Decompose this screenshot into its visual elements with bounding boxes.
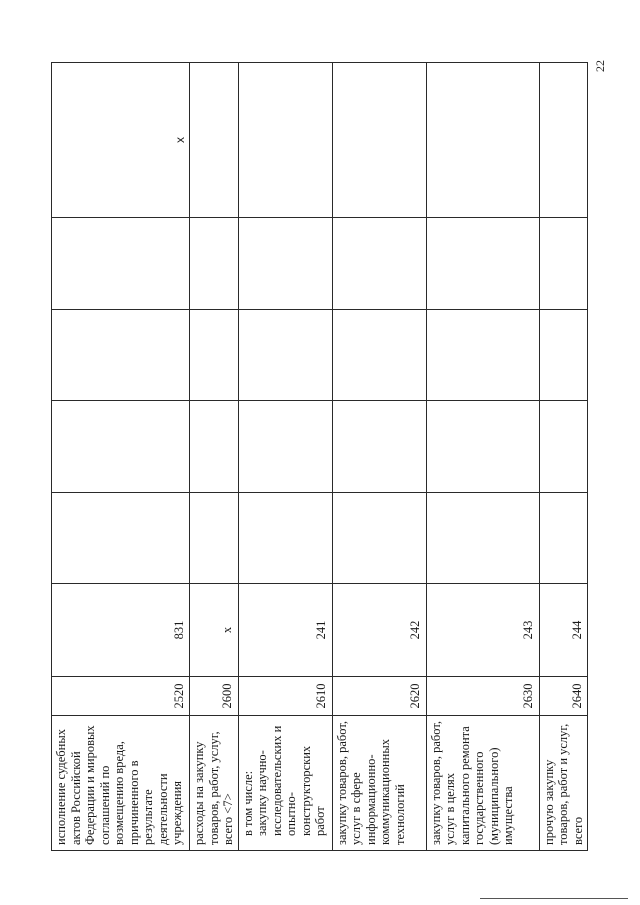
- row-name-cell: закупку товаров, работ, услуг в целях капитального ремонта государственного (муниципального) имущества: [426, 716, 539, 851]
- value-cell: [426, 401, 539, 493]
- row-last-cell: x: [52, 63, 190, 218]
- page-number: 22: [593, 60, 607, 72]
- value-cell: [332, 493, 426, 584]
- value-cell: [426, 218, 539, 310]
- financial-plan-table: [51, 62, 588, 851]
- value-cell: [539, 218, 588, 310]
- value-cell: [539, 493, 588, 584]
- value-cell: [539, 310, 588, 401]
- rotated-table-container: [51, 63, 585, 851]
- row-kbk-cell: 244: [539, 584, 588, 677]
- footnote-separator: [480, 898, 628, 899]
- value-cell: [539, 401, 588, 493]
- value-cell: [190, 218, 239, 310]
- row-last-cell: [238, 63, 332, 218]
- row-last-cell: [190, 63, 239, 218]
- row-kbk-cell: x: [190, 584, 239, 677]
- value-cell: [332, 218, 426, 310]
- row-kbk-cell: 242: [332, 584, 426, 677]
- value-cell: [426, 310, 539, 401]
- value-cell: [332, 401, 426, 493]
- row-last-cell: [426, 63, 539, 218]
- row-name-caption: в том числе:: [240, 770, 255, 836]
- value-cell: [238, 401, 332, 493]
- value-cell: [426, 493, 539, 584]
- value-cell: [238, 310, 332, 401]
- row-code-cell: 2630: [426, 677, 539, 716]
- value-cell: [190, 310, 239, 401]
- table-row: [332, 63, 426, 851]
- table-row: [238, 63, 332, 851]
- row-name-text: закупку научно-исследовательских и опытно-конструкторских работ: [255, 725, 327, 836]
- row-name-cell: расходы на закупку товаров, работ, услуг, всего <7>: [190, 716, 239, 851]
- table-row: [52, 63, 190, 851]
- value-cell: [52, 493, 190, 584]
- row-code-cell: 2610: [238, 677, 332, 716]
- row-kbk-cell: 243: [426, 584, 539, 677]
- value-cell: [52, 218, 190, 310]
- table-row: [539, 63, 588, 851]
- value-cell: [238, 218, 332, 310]
- row-name-cell: прочую закупку товаров, работ и услуг, всего: [539, 716, 588, 851]
- row-last-cell: [332, 63, 426, 218]
- row-code-cell: 2620: [332, 677, 426, 716]
- row-name-cell: закупку товаров, работ, услуг в сфере информационно-коммуникационных технологий: [332, 716, 426, 851]
- value-cell: [190, 401, 239, 493]
- row-code-cell: 2640: [539, 677, 588, 716]
- row-code-cell: 2520: [52, 677, 190, 716]
- value-cell: [52, 310, 190, 401]
- row-kbk-cell: 241: [238, 584, 332, 677]
- row-name-cell: [238, 716, 332, 851]
- value-cell: [52, 401, 190, 493]
- value-cell: [332, 310, 426, 401]
- row-last-cell: [539, 63, 588, 218]
- value-cell: [238, 493, 332, 584]
- table-row: [426, 63, 539, 851]
- table-row: [190, 63, 239, 851]
- row-name-cell: исполнение судебных актов Российской Федерации и мировых соглашений по возмещению вреда, причиненного в результате деятельности учреждения: [52, 716, 190, 851]
- row-code-cell: 2600: [190, 677, 239, 716]
- row-kbk-cell: 831: [52, 584, 190, 677]
- value-cell: [190, 493, 239, 584]
